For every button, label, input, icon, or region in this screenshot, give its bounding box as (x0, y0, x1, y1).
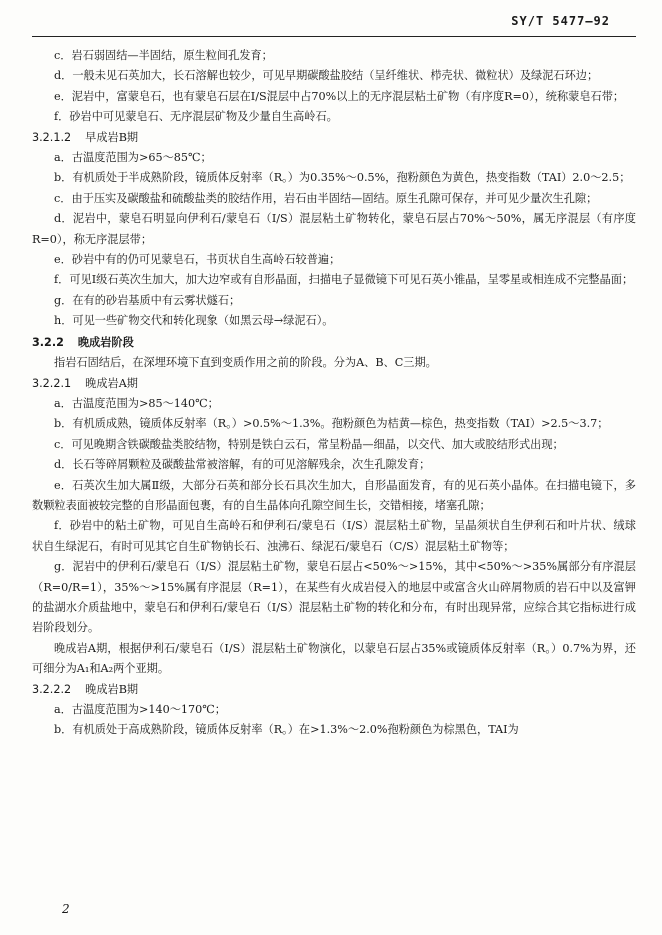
paragraph: 指岩石固结后，在深埋环境下直到变质作用之前的阶段。分为A、B、C三期。 (54, 356, 437, 370)
paragraph: b．有机质处于高成熟阶段，镜质体反射率（R。）在>1.3%～2.0%孢粉颜色为棕黑色，TAI为 (54, 723, 519, 737)
paragraph: f．砂岩中可见蒙皂石、无序混层矿物及少量自生高岭石。 (54, 110, 338, 124)
section-number: 3.2.2 (32, 335, 64, 349)
section-title: 早成岩B期 (85, 130, 139, 144)
section-heading (32, 332, 636, 353)
section-number: 3.2.2.2 (32, 682, 72, 696)
section-number: 3.2.2.1 (32, 376, 72, 390)
section-heading (32, 374, 636, 394)
paragraph: c．岩石弱固结—半固结，原生粒间孔发育； (54, 49, 273, 62)
section-heading (32, 680, 636, 700)
paragraph: d．长石等碎屑颗粒及碳酸盐常被溶解，有的可见溶解残余，次生孔隙发育； (54, 458, 431, 472)
section-heading (32, 128, 636, 148)
section-title: 晚成岩A期 (85, 376, 138, 390)
paragraph: f．砂岩中的粘土矿物，可见自生高岭石和伊利石/蒙皂石（I/S）混层粘土矿物，呈晶须状自生伊利石和叶片状、绒球状自生绿泥石，有时可见其它自生矿物钠长石、浊沸石、绿泥石/蒙皂石（C/S）混层粘土矿物等； (32, 519, 636, 553)
paragraph: e．泥岩中，富蒙皂石，也有蒙皂石层在I/S混层中占70%以上的无序混层粘土矿物（有序度R=0），统称蒙皂石带； (54, 89, 625, 103)
paragraph: e．砂岩中有的仍可见蒙皂石，书页状自生高岭石较普遍； (54, 253, 341, 267)
paragraph: g．在有的砂岩基质中有云雾状燧石； (54, 293, 241, 307)
document-body (32, 46, 636, 741)
paragraph: c．可见晚期含铁碳酸盐类胶结物，特别是铁白云石，常呈粉晶—细晶，以交代、加大或胶结形式出现； (54, 437, 564, 451)
paragraph: 晚成岩A期，根据伊利石/蒙皂石（I/S）混层粘土矿物演化，以蒙皂石层占35%或镜质体反射率（R。）0.7%为界，还可细分为A₁和A₂两个亚期。 (32, 641, 636, 676)
paragraph: d．一般未见石英加大，长石溶解也较少，可见早期碳酸盐胶结（呈纤维状、栉壳状、微粒状）及绿泥石环边； (54, 69, 599, 83)
paragraph: f．可见Ⅰ级石英次生加大，加大边窄或有自形晶面，扫描电子显微镜下可见石英小锥晶，呈零星或相连成不完整晶面； (54, 273, 634, 287)
paragraph: a．古温度范围为>65～85℃； (54, 151, 212, 165)
page-number: 2 (62, 902, 70, 916)
section-title: 晚成岩B期 (85, 682, 139, 696)
page-header-code: SY/T 5477—92 (511, 14, 610, 28)
paragraph: g．泥岩中的伊利石/蒙皂石（I/S）混层粘土矿物，蒙皂石层占<50%～>15%，其中<50%～>35%属部分有序混层（R=0/R=1），35%～>15%属有序混层（R=1），在某些有火成岩侵入的地层中或富含火山碎屑物质的岩石中以及富钾的盐湖水介质盐地中，蒙皂石和伊利石/蒙皂石（I/S）混层粘土矿物的转化和分布，有时出现异常，应综合其它指标进行成岩阶段划分。 (32, 560, 636, 635)
section-title: 晚成岩阶段 (77, 334, 134, 349)
paragraph: b．有机质处于半成熟阶段，镜质体反射率（R。）为0.35%～0.5%，孢粉颜色为黄色，热变指数（TAI）2.0～2.5； (54, 171, 631, 185)
paragraph: e．石英次生加大属Ⅱ级，大部分石英和部分长石具次生加大，自形晶面发育，有的见石英小晶体。在扫描电镜下，多数颗粒表面被较完整的自形晶面包裹，有的自生晶体向孔隙空间生长，交错相接，堵塞孔隙； (32, 478, 636, 512)
paragraph: c．由于压实及碳酸盐和硫酸盐类的胶结作用，岩石由半固结—固结。原生孔隙可保存，并可见少量次生孔隙； (54, 191, 598, 205)
header-rule (32, 36, 636, 37)
paragraph: h．可见一些矿物交代和转化现象（如黑云母→绿泥石）。 (54, 314, 334, 328)
paragraph: d．泥岩中，蒙皂石明显向伊利石/蒙皂石（I/S）混层粘土矿物转化，蒙皂石层占70%～50%，属无序混层（有序度R=0），称无序混层带； (32, 212, 636, 246)
paragraph: a．古温度范围为>85～140℃； (54, 396, 219, 410)
paragraph: b．有机质成熟，镜质体反射率（R。）>0.5%～1.3%。孢粉颜色为桔黄—棕色，热变指数（TAI）>2.5～3.7； (54, 417, 609, 431)
section-number: 3.2.1.2 (32, 130, 72, 144)
paragraph: a．古温度范围为>140～170℃； (54, 703, 226, 716)
